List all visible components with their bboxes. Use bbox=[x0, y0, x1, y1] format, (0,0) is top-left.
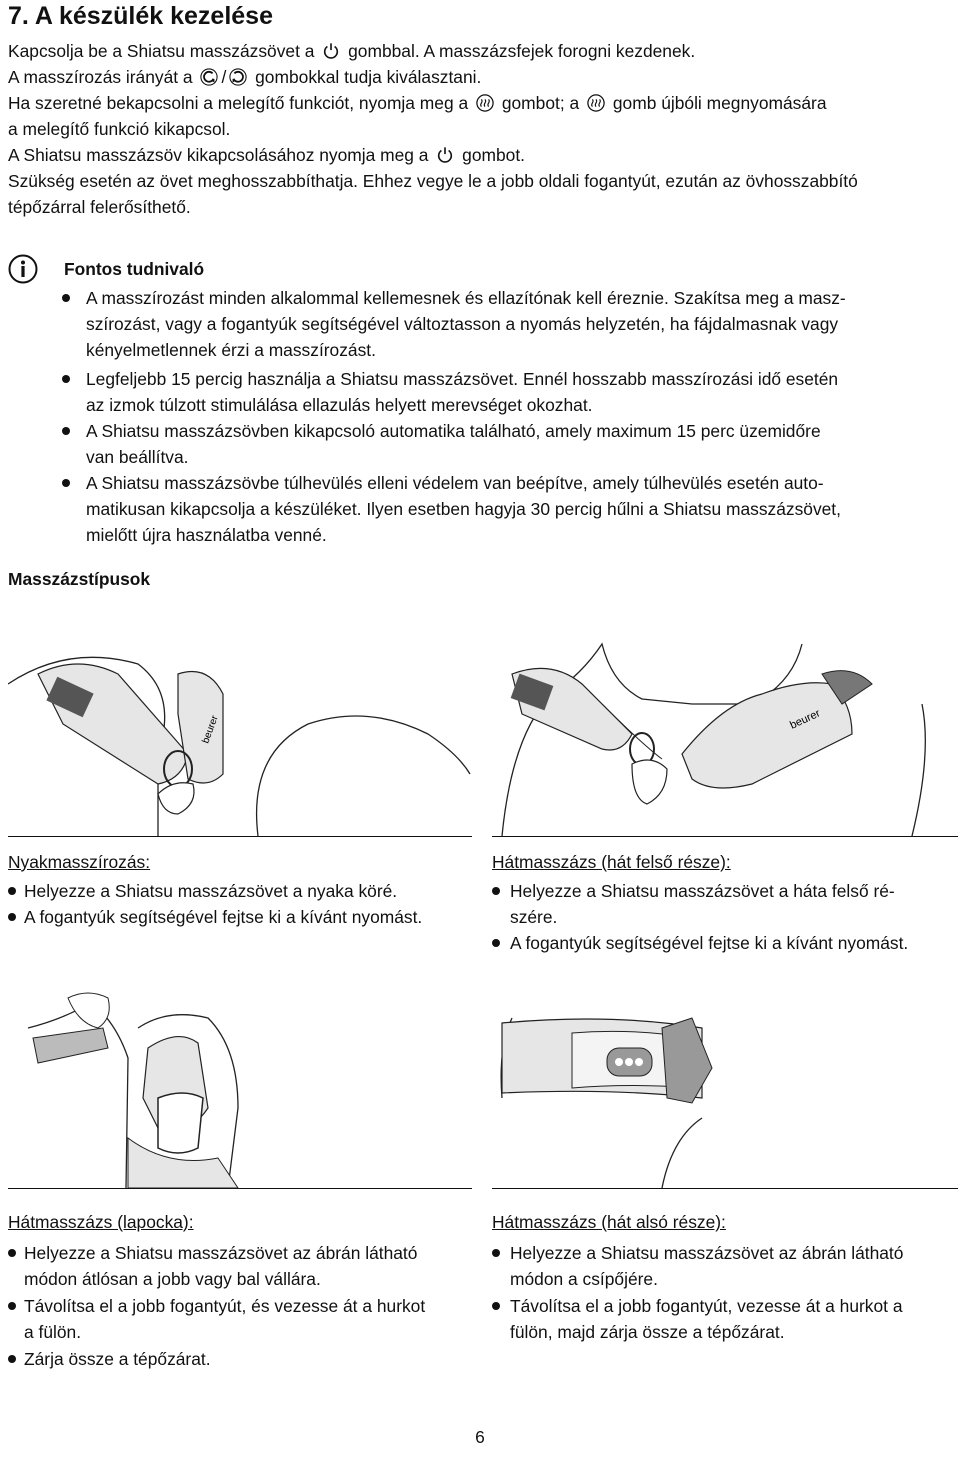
panel-bullet: Távolítsa el a jobb fogantyút, vezesse át a hurkot a fülön, majd zárja össze a tépőzárat. bbox=[492, 1293, 958, 1345]
illustration-shoulder-blade-massage bbox=[8, 988, 472, 1189]
panel-bullet: A fogantyúk segítségével fejtse ki a kívánt nyomást. bbox=[8, 904, 478, 930]
panel-caption: Nyakmasszírozás: bbox=[8, 852, 151, 872]
note-heading: Fontos tudnivaló bbox=[64, 259, 205, 279]
svg-text:beurer: beurer bbox=[788, 707, 823, 732]
note-item: Legfeljebb 15 percig használja a Shiatsu masszázsövet. Ennél hosszabb masszírozási idő esetén az izmok túlzott stimulálása ellazulás helyett merevséget okozhat. bbox=[62, 366, 958, 418]
power-icon bbox=[436, 146, 454, 164]
panel-bullet: Zárja össze a tépőzárat. bbox=[8, 1346, 478, 1372]
svg-text:beurer: beurer bbox=[200, 714, 221, 746]
panel-bullet: Helyezze a Shiatsu masszázsövet a háta felső ré- szére. bbox=[492, 878, 958, 930]
intro-line-1: Kapcsolja be a Shiatsu masszázsövet a gombbal. A masszázsfejek forogni kezdenek. bbox=[8, 41, 696, 61]
panel-caption: Hátmasszázs (lapocka): bbox=[8, 1212, 194, 1232]
illustration-upper-back-massage bbox=[492, 604, 958, 837]
note-item: A Shiatsu masszázsövben kikapcsoló automatika található, amely maximum 15 perc üzemidőre van beállítva. bbox=[62, 418, 958, 470]
power-icon bbox=[322, 42, 340, 60]
panel-caption: Hátmasszázs (hát alsó része): bbox=[492, 1212, 726, 1232]
heat-icon bbox=[587, 94, 605, 112]
intro-line-2: A masszírozás irányát a / gombokkal tudja kiválasztani. bbox=[8, 67, 482, 87]
page-number: 6 bbox=[475, 1427, 485, 1447]
panel-caption: Hátmasszázs (hát felső része): bbox=[492, 852, 731, 872]
rotate-left-icon bbox=[200, 68, 218, 86]
intro-line-5: A Shiatsu masszázsöv kikapcsolásához nyomja meg a gombot. bbox=[8, 145, 526, 165]
illustration-lower-back-massage bbox=[492, 988, 958, 1189]
panel-bullet: Helyezze a Shiatsu masszázsövet az ábrán látható módon átlósan a jobb vagy bal vállára. bbox=[8, 1240, 478, 1292]
panel-bullet: Helyezze a Shiatsu masszázsövet a nyaka köré. bbox=[8, 878, 478, 904]
intro-line-3: Ha szeretné bekapcsolni a melegítő funkciót, nyomja meg a gombot; a gomb újbóli megnyomására bbox=[8, 93, 827, 113]
panel-bullet: Távolítsa el a jobb fogantyút, és vezesse át a hurkot a fülön. bbox=[8, 1293, 478, 1345]
heat-icon bbox=[476, 94, 494, 112]
note-item: A masszírozást minden alkalommal kellemesnek és ellazítónak kell éreznie. Szakítsa meg a masz- szírozást, vagy a fogantyúk segítségével változtasson a nyomás helyzetén, ha fájdalmasnak vagy kényelmetlennek érzi a masszírozást. bbox=[62, 285, 958, 363]
massage-types-heading: Masszázstípusok bbox=[8, 569, 151, 589]
illustration-neck-massage bbox=[8, 604, 472, 837]
info-icon bbox=[8, 254, 38, 284]
intro-line-6: Szükség esetén az övet meghosszabbíthatja. Ehhez vegye le a jobb oldali fogantyút, ezután az övhosszabbító bbox=[8, 171, 858, 191]
panel-bullet: A fogantyúk segítségével fejtse ki a kívánt nyomást. bbox=[492, 930, 958, 956]
panel-bullet: Helyezze a Shiatsu masszázsövet az ábrán látható módon a csípőjére. bbox=[492, 1240, 958, 1292]
intro-paragraph bbox=[8, 38, 958, 220]
intro-line-4: a melegítő funkció kikapcsol. bbox=[8, 119, 231, 139]
note-item: A Shiatsu masszázsövbe túlhevülés elleni védelem van beépítve, amely túlhevülés esetén auto- matikusan kikapcsolja a készüléket. Ilyen esetben hagyja 30 percig hűlni a Shiatsu masszázsövet, mielőtt újra használatba venné. bbox=[62, 470, 958, 548]
rotate-right-icon bbox=[229, 68, 247, 86]
section-title: 7. A készülék kezelése bbox=[8, 2, 273, 30]
intro-line-7: tépőzárral felerősíthető. bbox=[8, 197, 191, 217]
